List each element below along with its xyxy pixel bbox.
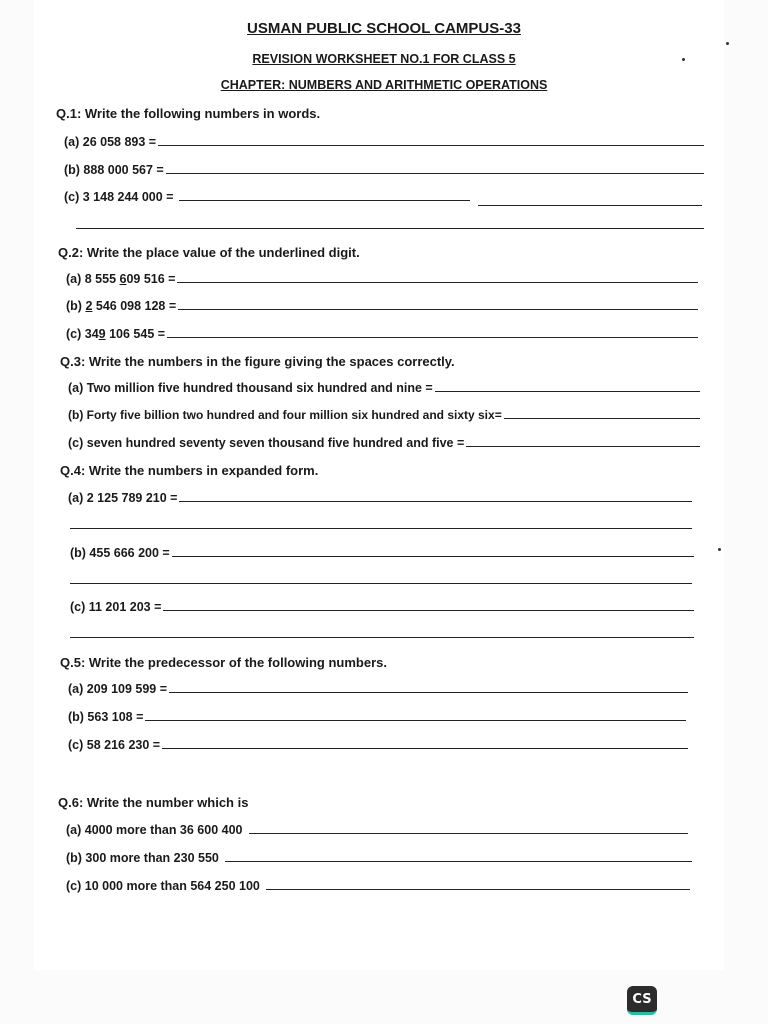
q6-item-b-label: (b) 300 more than 230 550 [66,851,219,865]
question-3-title: Q.3: Write the numbers in the figure giving the spaces correctly. [60,354,455,369]
answer-line[interactable] [163,610,694,611]
answer-line[interactable] [70,583,692,584]
q4-item-a-label: (a) 2 125 789 210 = [68,491,178,505]
answer-line[interactable] [158,145,704,146]
answer-line[interactable] [177,282,698,283]
answer-line[interactable] [179,200,470,201]
q2-item-a-label: (a) 8 555 609 516 = [66,272,176,286]
q6-item-a-label: (a) 4000 more than 36 600 400 [66,823,243,837]
q4-item-c [70,600,694,614]
school-title: USMAN PUBLIC SCHOOL CAMPUS-33 [247,20,521,37]
question-4-title: Q.4: Write the numbers in expanded form. [60,463,319,478]
speck [718,548,721,551]
chapter-title: CHAPTER: NUMBERS AND ARITHMETIC OPERATIONS [220,78,548,92]
q4-item-b [70,546,694,560]
question-5-title: Q.5: Write the predecessor of the following numbers. [60,655,387,670]
q2-item-a [66,272,698,286]
q2-item-c [66,327,698,341]
answer-line[interactable] [266,889,690,890]
q2-item-b-label: (b) 2 546 098 128 = [66,299,177,313]
answer-line[interactable] [478,205,702,206]
q6-item-c [66,879,690,893]
q3-item-c-label: (c) seven hundred seventy seven thousand five hundred and five = [68,436,465,450]
q6-item-a [66,823,688,837]
q3-item-a-label: (a) Two million five hundred thousand six hundred and nine = [68,381,433,395]
question-6-title: Q.6: Write the number which is [58,795,249,810]
answer-line[interactable] [504,418,700,419]
q1-item-c-label: (c) 3 148 244 000 = [64,190,174,204]
q3-item-b [68,408,700,422]
q5-item-c [68,738,688,752]
camscanner-logo-icon: CS [627,986,657,1015]
underlined-digit: 2 [85,299,93,313]
q1-item-b [64,163,704,177]
answer-line[interactable] [178,309,698,310]
answer-line[interactable] [466,446,700,447]
q5-item-a [68,682,688,696]
underlined-digit: 9 [98,327,106,341]
question-2-title: Q.2: Write the place value of the underlined digit. [58,245,360,260]
q1-item-a [64,135,704,149]
answer-line[interactable] [172,556,694,557]
q3-item-c [68,436,700,450]
q5-item-c-label: (c) 58 216 230 = [68,738,161,752]
question-1-title: Q.1: Write the following numbers in words. [56,106,321,121]
q5-item-b-label: (b) 563 108 = [68,710,144,724]
answer-line[interactable] [162,748,688,749]
q4-item-b-label: (b) 455 666 200 = [70,546,170,560]
q4-item-a [68,491,692,505]
q1-item-b-label: (b) 888 000 567 = [64,163,164,177]
worksheet-title: REVISION WORKSHEET NO.1 FOR CLASS 5 [252,52,516,66]
speck [682,58,685,61]
q6-item-c-label: (c) 10 000 more than 564 250 100 [66,879,260,893]
q1-item-c [64,190,470,204]
q3-item-b-label: (b) Forty five billion two hundred and four million six hundred and sixty six= [68,408,502,422]
q5-item-a-label: (a) 209 109 599 = [68,682,168,696]
answer-line[interactable] [76,228,704,229]
answer-line[interactable] [145,720,686,721]
q5-item-b [68,710,686,724]
underlined-digit: 6 [119,272,127,286]
q3-item-a [68,381,700,395]
q2-item-b [66,299,698,313]
answer-line[interactable] [70,528,692,529]
answer-line[interactable] [179,501,692,502]
q2-item-c-label: (c) 349 106 545 = [66,327,166,341]
q6-item-b [66,851,692,865]
answer-line[interactable] [167,337,698,338]
answer-line[interactable] [249,833,689,834]
q1-item-a-label: (a) 26 058 893 = [64,135,157,149]
answer-line[interactable] [435,391,700,392]
answer-line[interactable] [70,637,694,638]
answer-line[interactable] [166,173,704,174]
speck [726,42,729,45]
answer-line[interactable] [225,861,692,862]
answer-line[interactable] [169,692,688,693]
q4-item-c-label: (c) 11 201 203 = [70,600,162,614]
